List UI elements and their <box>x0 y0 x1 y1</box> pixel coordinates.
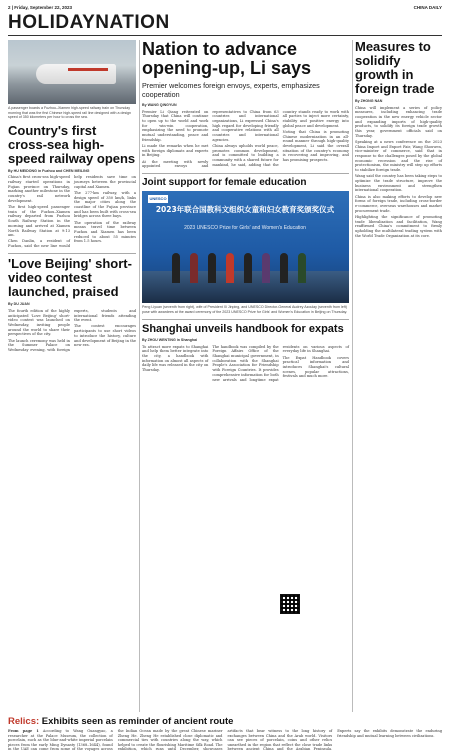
section-divider <box>142 319 349 320</box>
article-paragraph: The contest encourages participants to use short videos to introduce the history, culture and development of Beijing in the new era. <box>74 324 136 348</box>
opening-up-deck: Premier welcomes foreign envoys, experts, emphasizes cooperation <box>142 81 320 99</box>
article-paragraph: The handbook was compiled by the Foreign Affairs Office of the Shanghai municipal government, in collaboration with the Shanghai People's Association for Friendship with Foreign Countries. It provides comprehensive information for both new arrivals and longtime expat residents on various aspects of everyday life in Shanghai. <box>212 344 349 382</box>
person-figure <box>262 253 270 283</box>
railway-byline: By HU MEIDONG in Fuzhou and CHEN MEILING <box>8 168 90 173</box>
right-column <box>355 40 442 240</box>
railway-headline[interactable]: Country's first cross-sea high-speed railway opens <box>8 122 136 166</box>
relics-article-body <box>8 729 442 752</box>
article-paragraph: The first high-speed passenger train of the Fuzhou–Xiamen railway departed from Fuzhou South Railway Station in the morning and arrived at Xiamen North Railway Station at 9:13 am. <box>8 205 70 238</box>
article-paragraph: Noting that China is promoting Chinese modernization in an all-round manner through high-quality development, Li said the overall situation of the country's economy is recovering and improving, and has promising prospects. <box>282 129 349 163</box>
ceremony-banner-chinese: 2023年联合国教科文组织女童和妇女教育奖颁奖仪式 <box>155 205 335 215</box>
unesco-logo: UNESCO <box>149 196 167 202</box>
opening-up-byline: By WANG QINGYUN <box>142 103 177 107</box>
article-paragraph: Highlighting the significance of promoting trade liberalization and facilitation, Wang reaffirmed China's commitment to firmly upholding the multilateral trading system with the World Trade Organization at its core. <box>355 214 442 238</box>
article-paragraph: The 277-km railway, with a design speed of 350 km/h, links the major cities along the coastline of the Fujian province and has been built with cross-sea bridges across three bays. <box>74 190 136 219</box>
unesco-ceremony-photo <box>142 191 349 303</box>
unesco-photo-caption: Peng Liyuan (seventh from right), wife of President Xi Jinping, and UNESCO Director-General Audrey Azoulay (seventh from left) pose with awardees at the award ceremony of the 2023 UNESCO Prize for Girls' and Women's Education in Beijing on Thursday. <box>142 305 348 315</box>
relics-from-page: From page 1 <box>8 729 39 733</box>
article-paragraph: At the meeting with newly appointed envoys and representatives to China from 63 countries and international organizations, Li expressed China's high regard for developing friendly and cooperative relations with all countries and international agencies. <box>142 109 279 169</box>
relics-label: Relics: <box>8 716 40 727</box>
article-paragraph: Wang said the country has been taking steps to optimize the trade structure, improve the business environment and strengthen international cooperation. <box>355 174 442 193</box>
article-paragraph: Speaking at a news conference on the 2023 China Import and Export Fair, Wang Shouwen, vice-minister of commerce, said that in response to the challenges posed by the global economic recession and the rise of protectionism, the ministry will step up efforts to stabilize foreign trade. <box>355 139 442 173</box>
left-column <box>8 40 136 353</box>
publication-name: CHINA DAILY <box>413 5 442 10</box>
article-paragraph: Chen Danlin, a resident of Fuzhou, said the new line would help residents save time on journeys between the provincial capital and Xiamen. <box>8 175 136 249</box>
article-paragraph: The launch ceremony was held in the Summer Palace on Wednesday evening, with foreign experts, students and international friends attending the event. <box>8 308 136 352</box>
love-beijing-byline: By DU JUAN <box>8 302 30 307</box>
article-paragraph: The Expat Handbook covers practical information and introduces Shanghai's cultural scenes, popular attractions, festivals and much more. <box>282 355 349 379</box>
article-paragraph: Premier Li Qiang reiterated on Thursday that China will continue to open up to the world and work for win-win cooperation, emphasizing the need to promote mutual understanding, peace and friendship. <box>142 109 209 142</box>
qr-code-icon[interactable] <box>280 594 300 614</box>
relics-body-text: According to Wang Guangyao, a researcher at the Palace Museum, the collection of porcelain, such as the blue-and-white imperial porcelain pieces from the early Ming Dynasty (1368–1644), found in the UAE can come from some of the voyages across the Indian Ocean made by the great Chinese mariner Zheng He. Zheng He established close diplomatic and commercial ties with countries along the way, which helped to create the flourishing Maritime Silk Road. The exhibition, which runs until December, showcases artifacts that bear witness to the long history of exchanges between China and the Arab world. Visitors can see pieces of porcelain, coins and other relics unearthed in the region that reflect the close trade links between ancient China and the Arabian Peninsula. Experts say the exhibits demonstrate the enduring friendship and mutual learning between civilizations. <box>8 729 442 751</box>
middle-column <box>142 40 349 382</box>
opening-up-headline[interactable]: Nation to advance opening-up, Li says <box>142 39 312 78</box>
article-paragraph: Li made the remarks when he met with foreign diplomats and experts in Beijing. <box>142 143 209 158</box>
person-figure <box>226 253 234 283</box>
article-paragraph: China always upholds world peace, promotes common development, and is committed to building a community with a shared future for mankind, he said, adding that the country stands ready to work with all parties to inject more certainty, stability and positive energy into global peace and development. <box>212 109 349 167</box>
train-photo-caption: A passenger boards a Fuzhou–Xiamen high-speed railway train on Thursday morning that was the first Chinese high-speed rail line designed with a design speed of 350 kilometers per hour to cross the sea. <box>8 106 132 120</box>
female-education-subhead[interactable]: Joint support for female education <box>142 177 307 189</box>
relics-article <box>8 716 442 752</box>
foreign-trade-byline: By ZHONG NAN <box>355 99 383 103</box>
love-beijing-article-body <box>8 309 136 353</box>
foreign-trade-article-body <box>355 106 442 239</box>
person-figure <box>208 253 216 283</box>
relics-headline-text: Exhibits seen as reminder of ancient route <box>39 716 234 727</box>
person-figure <box>244 253 252 283</box>
section-divider <box>142 173 349 174</box>
person-figure <box>280 253 288 283</box>
foreign-trade-headline[interactable]: Measures to solidify growth in foreign trade <box>355 39 435 96</box>
section-divider <box>8 253 136 254</box>
article-paragraph: The operation of the railway means travel time between Fuzhou and Xiamen has been reduced to about 55 minutes from 1.5 hours. <box>74 220 136 244</box>
page-number-date: 2 | Friday, September 22, 2023 <box>8 5 72 10</box>
column-divider <box>352 40 353 712</box>
expat-handbook-byline: By ZHOU WENTING in Shanghai <box>142 338 198 343</box>
expat-handbook-headline[interactable]: Shanghai unveils handbook for expats <box>142 323 344 336</box>
ceremony-banner-english: 2023 UNESCO Prize for Girls' and Women's Education <box>184 225 306 232</box>
article-paragraph: The fourth edition of the highly anticipated 'Love Beijing' short-video contest was launched on Wednesday, inviting people around the world to share their perspectives of the city. <box>8 308 70 337</box>
article-paragraph: China's first cross-sea high-speed railway started operations in Fujian province on Thursday, marking another milestone in the country's rail network development. <box>8 175 70 203</box>
railway-article-body <box>8 175 136 249</box>
opening-up-article-body <box>142 110 349 169</box>
masthead-rule <box>8 35 442 36</box>
train-photo <box>8 40 136 104</box>
train-stripe <box>68 68 108 71</box>
column-divider <box>139 40 140 712</box>
expat-handbook-article-body <box>142 345 349 383</box>
article-paragraph: To attract more expats to Shanghai and help them better integrate into the city, a handbook with information on almost all aspects of daily life was released in the city on Thursday. <box>142 344 209 373</box>
person-figure <box>190 253 198 283</box>
article-paragraph: China will implement a series of policy measures, including enhancing trade cooperation in the new energy vehicle sector and expanding imports of high-quality products, to solidify its foreign trade growth this year, government officials said on Thursday. <box>355 105 442 138</box>
person-figure <box>172 253 180 283</box>
relics-headline[interactable] <box>8 716 442 727</box>
article-paragraph: China is also making efforts to develop new forms of foreign trade, including cross-border e-commerce, overseas warehouses and market procurement trade. <box>355 194 442 213</box>
love-beijing-headline[interactable]: 'Love Beijing' short-video contest launched, praised <box>8 256 132 300</box>
section-masthead: HOLIDAYNATION <box>8 12 170 33</box>
train-shape <box>36 64 116 84</box>
person-figure <box>298 253 306 283</box>
